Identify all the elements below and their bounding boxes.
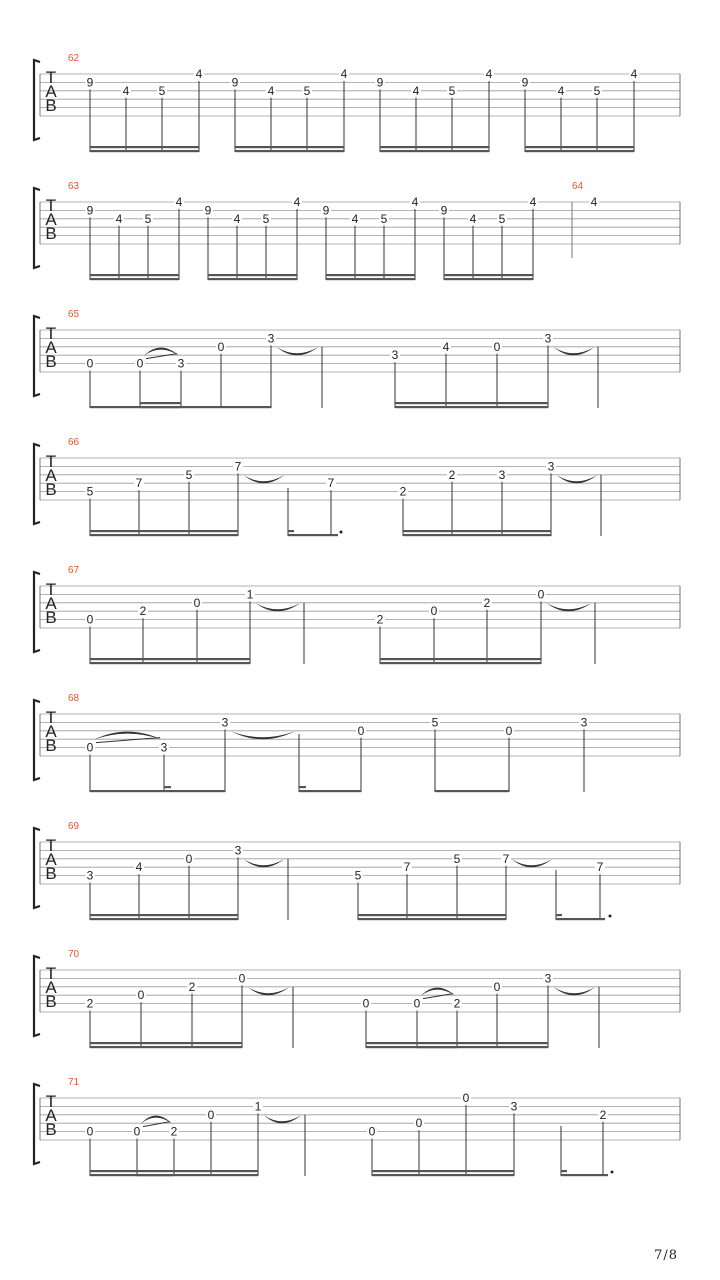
beam [299, 790, 361, 792]
fret-number: 4 [485, 67, 493, 81]
fret-number: 0 [493, 339, 501, 354]
fret-number: 3 [544, 971, 552, 986]
fret-number: 0 [368, 1124, 376, 1139]
measure-number: 65 [68, 309, 80, 320]
fret-number: 0 [217, 339, 225, 354]
tie-arc [512, 859, 552, 867]
tab-clef-letter: T [45, 708, 57, 727]
tab-clef-letter: T [45, 324, 57, 343]
tab-clef-letter: A [45, 82, 57, 101]
tab-clef-letter: A [45, 1106, 57, 1125]
fret-number: 3 [498, 467, 506, 482]
fret-number: 3 [160, 740, 168, 755]
beam [403, 534, 551, 536]
fret-number: 5 [158, 83, 166, 98]
slide-line [143, 1122, 170, 1127]
tie-arc [248, 987, 289, 995]
slide-line [423, 994, 453, 999]
tab-system [34, 437, 680, 536]
page-number: 7/8 [654, 1248, 678, 1263]
fret-number: 0 [185, 851, 193, 866]
beam [137, 1174, 174, 1176]
tab-clef-letter: B [45, 992, 57, 1011]
system-bracket [34, 60, 40, 140]
fret-number: 2 [399, 484, 407, 499]
fret-number: 5 [380, 211, 388, 226]
fret-number: 2 [170, 1124, 178, 1139]
fret-number: 9 [322, 203, 330, 218]
fret-number: 5 [593, 83, 601, 98]
fret-number: 5 [431, 715, 439, 730]
fret-number: 7 [596, 860, 604, 875]
fret-number: 5 [262, 211, 270, 226]
fret-number: 5 [144, 211, 152, 226]
beam [380, 662, 541, 664]
beam [358, 918, 506, 920]
tab-clef-letter: T [45, 68, 57, 87]
tab-clef-letter: T [45, 452, 57, 471]
tab-clef-letter: T [45, 580, 57, 599]
fret-number: 7 [135, 476, 143, 491]
beam [444, 278, 533, 280]
fret-number: 3 [580, 715, 588, 730]
fret-number: 7 [502, 851, 510, 866]
dot [611, 1171, 614, 1174]
system-bracket [34, 316, 40, 396]
fret-number: 9 [204, 203, 212, 218]
tab-clef-letter: B [45, 96, 57, 115]
fret-number: 4 [630, 67, 638, 81]
fret-number: 4 [351, 211, 359, 226]
fret-number: 0 [86, 356, 94, 371]
beam [235, 150, 344, 152]
fret-number: 9 [86, 75, 94, 90]
tab-clef-letter: B [45, 608, 57, 627]
fret-number: 7 [403, 860, 411, 875]
fret-number: 3 [177, 356, 185, 371]
measure-number: 69 [68, 821, 80, 832]
fret-number: 0 [86, 1124, 94, 1139]
fret-number: 2 [483, 595, 491, 610]
measure-number: 63 [68, 181, 80, 192]
beam [90, 274, 179, 276]
beam [380, 150, 489, 152]
measure-number: 70 [68, 949, 80, 960]
fret-number: 0 [357, 723, 365, 738]
tie-arc [547, 603, 591, 611]
tab-clef-letter: T [45, 964, 57, 983]
tab-system [34, 1077, 680, 1176]
tab-clef-letter: B [45, 736, 57, 755]
tab-clef-letter: T [45, 1092, 57, 1111]
tab-system [34, 949, 680, 1048]
fret-number: 1 [254, 1099, 262, 1114]
beam [380, 658, 541, 660]
fret-number: 5 [185, 467, 193, 482]
tab-system [34, 693, 680, 792]
fret-number: 0 [86, 612, 94, 627]
beam [288, 530, 294, 532]
fret-number: 0 [86, 740, 94, 755]
beam [358, 914, 506, 916]
tab-clef-letter: B [45, 864, 57, 883]
measure-number: 67 [68, 565, 80, 576]
fret-number: 5 [303, 83, 311, 98]
measure-number: 68 [68, 693, 80, 704]
fret-number: 4 [590, 195, 598, 209]
measure-number: 71 [68, 1077, 80, 1088]
beam [380, 146, 489, 148]
system-bracket [34, 572, 40, 652]
tab-clef-letter: A [45, 850, 57, 869]
fret-number: 0 [430, 604, 438, 619]
beam [288, 534, 338, 536]
fret-number: 9 [231, 75, 239, 90]
tie-arc [244, 475, 284, 483]
fret-number: 4 [411, 195, 419, 209]
measure-number: 62 [68, 53, 80, 64]
tie-arc [554, 347, 594, 355]
fret-number: 9 [86, 203, 94, 218]
beam [90, 530, 238, 532]
measure-number: 66 [68, 437, 80, 448]
beam [372, 1174, 514, 1176]
beam [90, 918, 238, 920]
tab-system [34, 309, 680, 408]
fret-number: 2 [376, 612, 384, 627]
fret-number: 3 [267, 331, 275, 346]
beam [140, 402, 181, 404]
beam [372, 1170, 514, 1172]
beam [326, 278, 415, 280]
beam [90, 150, 199, 152]
system-bracket [34, 444, 40, 524]
fret-number: 2 [188, 979, 196, 994]
beam [561, 1170, 567, 1172]
system-bracket [34, 700, 40, 780]
tab-clef-letter: A [45, 466, 57, 485]
fret-number: 2 [448, 467, 456, 482]
fret-number: 3 [86, 868, 94, 883]
fret-number: 5 [86, 484, 94, 499]
beam [208, 274, 297, 276]
tab-clef-letter: T [45, 196, 57, 215]
beam [299, 786, 306, 788]
beam [90, 662, 250, 664]
fret-number: 9 [376, 75, 384, 90]
fret-number: 3 [547, 459, 555, 474]
fret-number: 4 [135, 860, 143, 875]
beam [395, 402, 548, 404]
fret-number: 3 [544, 331, 552, 346]
tab-clef-letter: A [45, 594, 57, 613]
beam [525, 146, 634, 148]
fret-number: 2 [599, 1107, 607, 1122]
beam [208, 278, 297, 280]
fret-number: 1 [246, 587, 254, 602]
fret-number: 5 [354, 868, 362, 883]
beam [90, 790, 225, 792]
fret-number: 7 [234, 459, 242, 474]
fret-number: 0 [537, 587, 545, 602]
fret-number: 3 [221, 715, 229, 730]
beam [417, 1046, 457, 1048]
tie-arc [244, 859, 284, 867]
fret-number: 0 [362, 996, 370, 1011]
fret-number: 4 [195, 67, 203, 81]
tie-arc [557, 475, 597, 483]
beam [90, 1042, 242, 1044]
beam [140, 406, 181, 408]
fret-number: 4 [175, 195, 183, 209]
beam [525, 150, 634, 152]
fret-number: 0 [462, 1091, 470, 1105]
fret-number: 4 [122, 83, 130, 98]
fret-number: 2 [453, 996, 461, 1011]
fret-number: 0 [137, 988, 145, 1003]
tie-arc [554, 987, 595, 995]
tab-system [34, 821, 680, 920]
beam [90, 534, 238, 536]
fret-number: 0 [207, 1107, 215, 1122]
fret-number: 9 [440, 203, 448, 218]
fret-number: 4 [469, 211, 477, 226]
beam [366, 1042, 548, 1044]
system-bracket [34, 828, 40, 908]
fret-number: 0 [193, 595, 201, 610]
dot [340, 531, 343, 534]
fret-number: 4 [557, 83, 565, 98]
fret-number: 4 [293, 195, 301, 209]
tab-clef-letter: B [45, 480, 57, 499]
slide-line [146, 354, 177, 359]
beam [435, 790, 509, 792]
fret-number: 0 [505, 723, 513, 738]
tab-system [34, 53, 680, 152]
tab-clef-letter: B [45, 352, 57, 371]
measure-number: 64 [572, 181, 584, 192]
beam [90, 914, 238, 916]
fret-number: 5 [498, 211, 506, 226]
fret-number: 5 [448, 83, 456, 98]
beam [326, 274, 415, 276]
tab-clef-letter: A [45, 210, 57, 229]
beam [90, 146, 199, 148]
tab-clef-letter: B [45, 1120, 57, 1139]
beam [395, 406, 548, 408]
beam [90, 1046, 242, 1048]
fret-number: 4 [340, 67, 348, 81]
fret-number: 0 [415, 1116, 423, 1131]
beam [556, 914, 562, 916]
slide-line [96, 738, 160, 743]
tab-system [34, 565, 680, 664]
fret-number: 4 [442, 339, 450, 354]
fret-number: 0 [136, 356, 144, 371]
tab-clef-letter: B [45, 224, 57, 243]
beam [556, 918, 605, 920]
beam [561, 1174, 608, 1176]
fret-number: 4 [412, 83, 420, 98]
beam [90, 278, 179, 280]
tie-arc [264, 1115, 301, 1123]
fret-number: 0 [413, 996, 421, 1011]
fret-number: 4 [233, 211, 241, 226]
system-bracket [34, 188, 40, 268]
tab-clef-letter: A [45, 978, 57, 997]
tie-arc [277, 347, 318, 355]
tab-clef-letter: A [45, 338, 57, 357]
fret-number: 5 [453, 851, 461, 866]
system-bracket [34, 1084, 40, 1164]
fret-number: 3 [391, 348, 399, 363]
tie-arc [231, 731, 295, 739]
beam [164, 786, 171, 788]
beam [90, 1170, 258, 1172]
dot [609, 915, 612, 918]
fret-number: 4 [115, 211, 123, 226]
beam [235, 146, 344, 148]
tab-clef-letter: A [45, 722, 57, 741]
tie-arc [256, 603, 300, 611]
beam [403, 530, 551, 532]
fret-number: 3 [510, 1099, 518, 1114]
fret-number: 0 [133, 1124, 141, 1139]
beam [444, 274, 533, 276]
fret-number: 4 [529, 195, 537, 209]
fret-number: 0 [238, 971, 246, 986]
fret-number: 3 [234, 843, 242, 858]
fret-number: 4 [267, 83, 275, 98]
fret-number: 9 [521, 75, 529, 90]
fret-number: 2 [86, 996, 94, 1011]
system-bracket [34, 956, 40, 1036]
fret-number: 7 [327, 476, 335, 491]
tab-clef-letter: T [45, 836, 57, 855]
fret-number: 2 [139, 604, 147, 619]
fret-number: 0 [493, 979, 501, 994]
beam [90, 658, 250, 660]
tab-system [34, 181, 680, 280]
